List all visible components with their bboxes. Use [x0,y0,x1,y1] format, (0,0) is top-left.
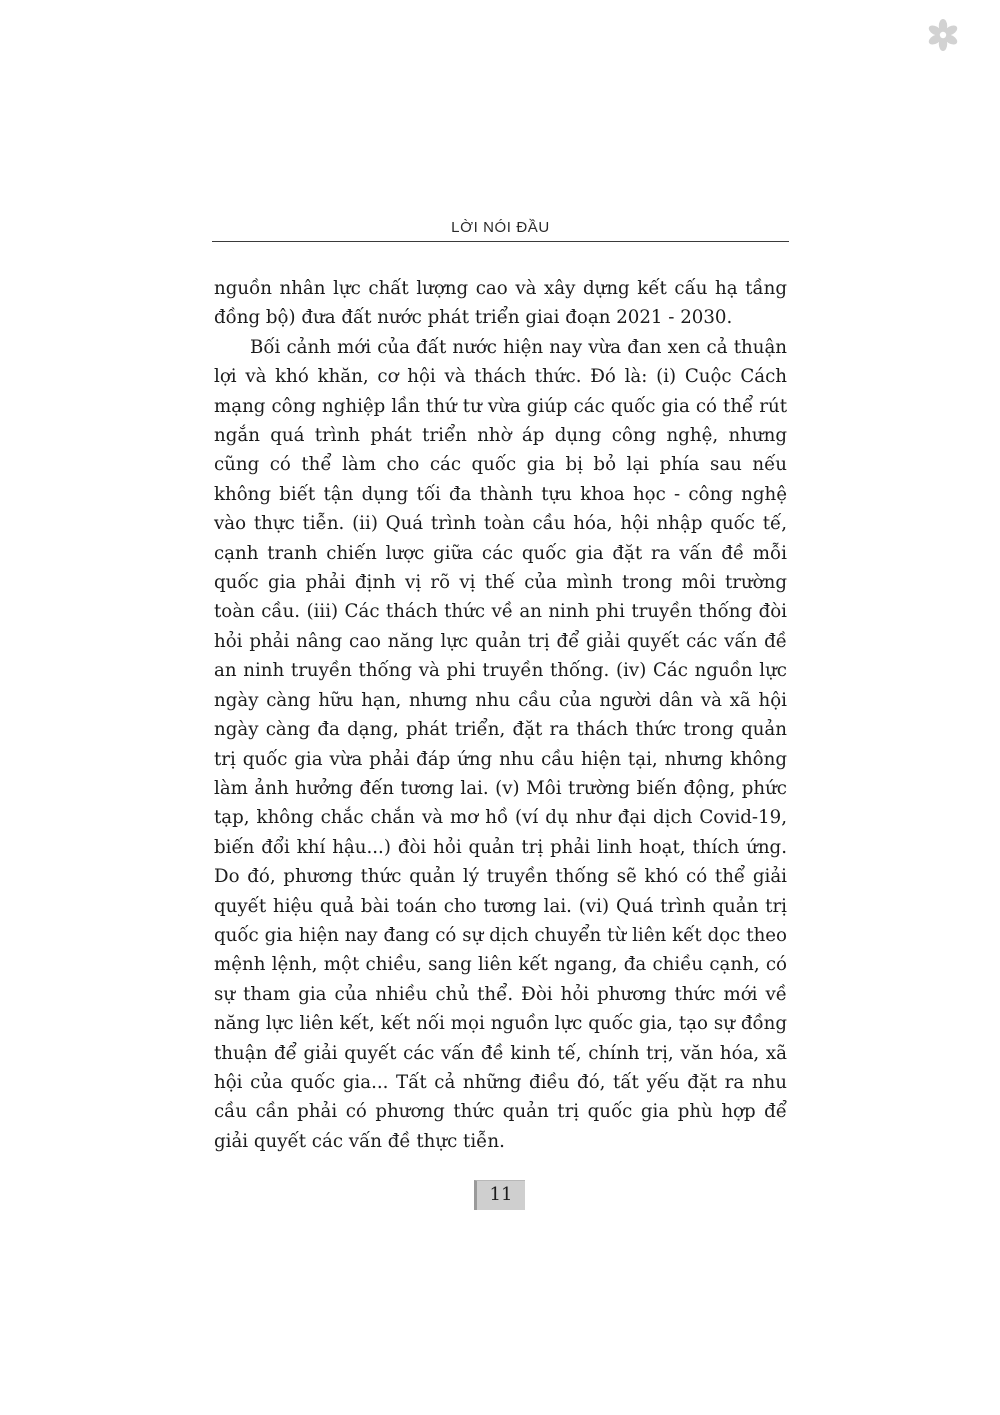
paragraph-context: Bối cảnh mới của đất nước hiện nay vừa đan xen cả thuận lợi và khó khăn, cơ hội và thách thức. Đó là: (i) Cuộc Cách mạng công nghiệp lần thứ tư vừa giúp các quốc gia có thể rút ngắn quá trình phát triển nhờ áp dụng công nghệ, nhưng cũng có thể làm cho các quốc gia bị bỏ lại phía sau nếu không biết tận dụng tối đa thành tựu khoa học - công nghệ vào thực tiễn. (ii) Quá trình toàn cầu hóa, hội nhập quốc tế, cạnh tranh chiến lược giữa các quốc gia đặt ra vấn đề mỗi quốc gia phải định vị rõ vị thế của mình trong môi trường toàn cầu. (iii) Các thách thức về an ninh phi truyền thống đòi hỏi phải nâng cao năng lực quản trị để giải quyết các vấn đề an ninh truyền thống và phi truyền thống. (iv) Các nguồn lực ngày càng hữu hạn, nhưng nhu cầu của người dân và xã hội ngày càng đa dạng, phát triển, đặt ra thách thức trong quản trị quốc gia vừa phải đáp ứng nhu cầu hiện tại, nhưng không làm ảnh hưởng đến tương lai. (v) Môi trường biến động, phức tạp, không chắc chắn và mơ hồ (ví dụ như đại dịch Covid-19, biến đổi khí hậu...) đòi hỏi quản trị phải linh hoạt, thích ứng. Do đó, phương thức quản lý truyền thống sẽ khó có thể giải quyết hiệu quả bài toán cho tương lai. (vi) Quá trình quản trị quốc gia hiện nay đang có sự dịch chuyển từ liên kết dọc theo mệnh lệnh, một chiều, sang liên kết ngang, đa chiều cạnh, có sự tham gia của nhiều chủ thể. Đòi hỏi phương thức mới về năng lực liên kết, kết nối mọi nguồn lực quốc gia, tạo sự đồng thuận để giải quyết các vấn đề kinh tế, chính trị, văn hóa, xã hội của quốc gia... Tất cả những điều đó, tất yếu đặt ra nhu cầu cần phải có phương thức quản trị quốc gia phù hợp để giải quyết các vấn đề thực tiễn. [214,336,787,1152]
body-text [214,274,787,1156]
page-number: 11 [474,1180,525,1210]
running-header: LỜI NÓI ĐẦU [451,219,550,236]
header-divider [212,241,789,242]
paragraph-continued: nguồn nhân lực chất lượng cao và xây dựng kết cấu hạ tầng đồng bộ) đưa đất nước phát triển giai đoạn 2021 - 2030. [214,278,787,329]
flower-ornament-icon [926,18,960,52]
